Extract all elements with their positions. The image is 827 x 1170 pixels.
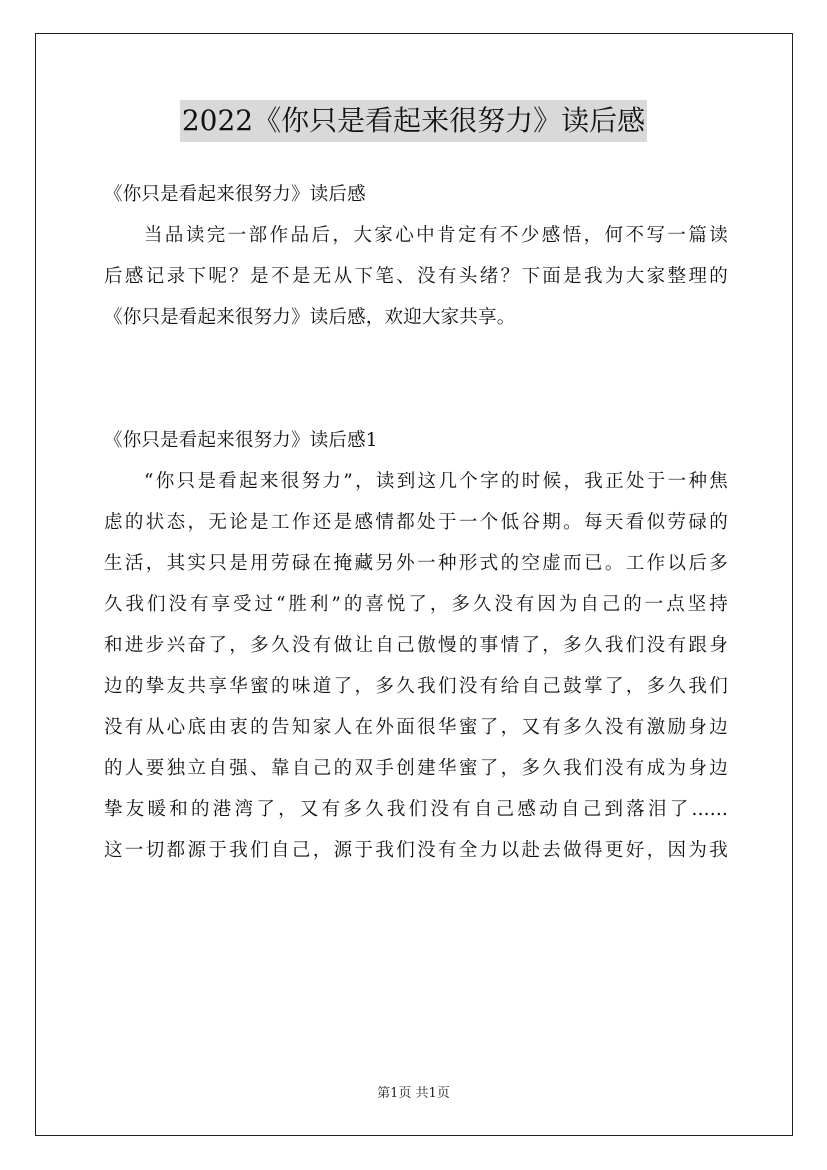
- document-title: 2022《你只是看起来很努力》读后感: [180, 100, 647, 142]
- title-container: [0, 100, 827, 142]
- body-line: 和进步兴奋了，多久没有做让自己傲慢的事情了，多久我们没有跟身: [104, 635, 728, 656]
- body-line: 的人要独立自强、靠自己的双手创建华蜜了，多久我们没有成为身边: [104, 758, 728, 779]
- paragraph-gap: [104, 379, 728, 420]
- page-footer: 第1页 共1页: [377, 1086, 450, 1101]
- section-heading: 《你只是看起来很努力》读后感1: [104, 430, 378, 451]
- body-line: “你只是看起来很努力”，读到这几个字的时候，我正处于一种焦: [144, 471, 728, 492]
- body-line: 生活，其实只是用劳碌在掩藏另外一种形式的空虚而已。工作以后多: [104, 553, 728, 574]
- body-line: 挚友暖和的港湾了，又有多久我们没有自己感动自己到落泪了......: [104, 799, 728, 820]
- intro-line: 《你只是看起来很努力》读后感，欢迎大家共享。: [104, 307, 516, 328]
- intro-line: 当品读完一部作品后，大家心中肯定有不少感悟，何不写一篇读: [144, 225, 728, 246]
- subtitle: 《你只是看起来很努力》读后感: [104, 184, 366, 205]
- body-line: 虑的状态，无论是工作还是感情都处于一个低谷期。每天看似劳碌的: [104, 512, 728, 533]
- body-line: 久我们没有享受过“胜利”的喜悦了，多久没有因为自己的一点坚持: [104, 594, 728, 615]
- document-body: [104, 174, 728, 871]
- body-line: 这一切都源于我们自己，源于我们没有全力以赴去做得更好，因为我: [104, 840, 728, 861]
- paragraph-gap: [104, 338, 728, 379]
- body-line: 没有从心底由衷的告知家人在外面很华蜜了，又有多久没有激励身边: [104, 717, 728, 738]
- intro-line: 后感记录下呢？是不是无从下笔、没有头绪？下面是我为大家整理的: [104, 266, 728, 287]
- body-line: 边的挚友共享华蜜的味道了，多久我们没有给自己鼓掌了，多久我们: [104, 676, 728, 697]
